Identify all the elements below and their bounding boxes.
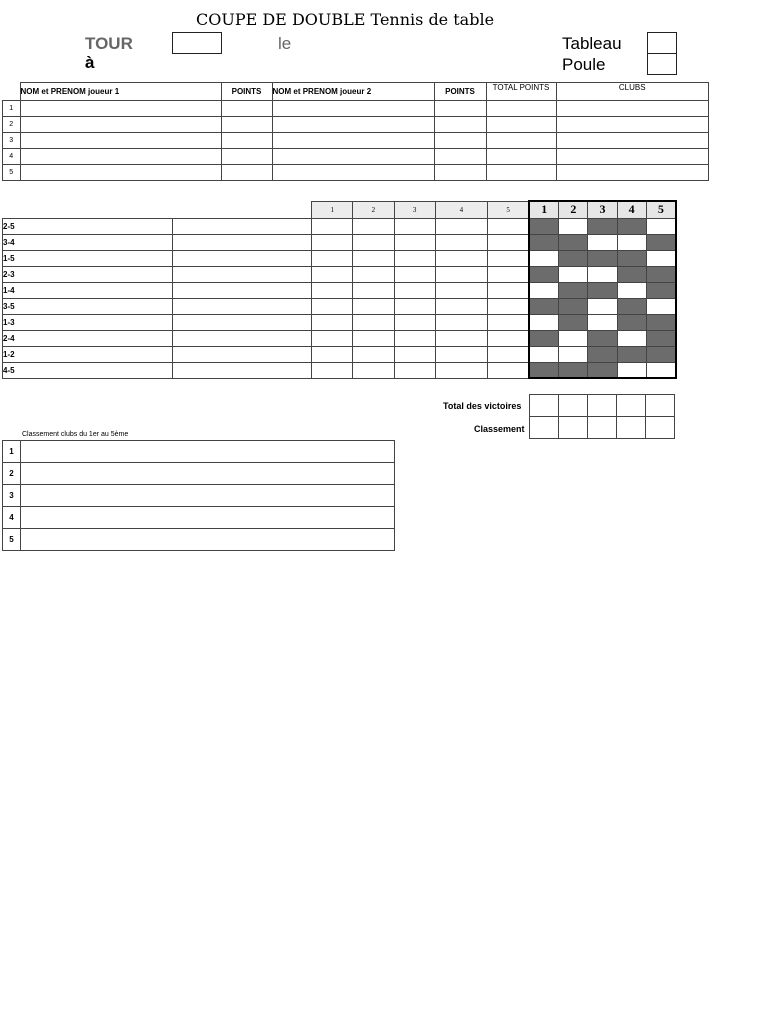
- team-result-cell[interactable]: [559, 234, 588, 250]
- set-score-cell[interactable]: [394, 298, 435, 314]
- players-table: [2, 82, 709, 181]
- match-pair-label: 3-4: [3, 234, 173, 250]
- player2-cell[interactable]: [272, 117, 434, 133]
- points2-cell[interactable]: [434, 133, 486, 149]
- rank-number: 1: [3, 441, 21, 463]
- match-pair-label: 4-5: [3, 362, 173, 378]
- rank-number: 2: [3, 463, 21, 485]
- team-header: 5: [646, 201, 676, 218]
- set-score-cell[interactable]: [353, 282, 394, 298]
- club-cell[interactable]: [556, 133, 709, 149]
- player1-cell[interactable]: [20, 101, 221, 117]
- header-total-points: TOTAL POINTS: [486, 83, 556, 101]
- poule-label: Poule: [562, 55, 606, 74]
- set-score-cell[interactable]: [394, 346, 435, 362]
- le-label: le: [278, 34, 292, 53]
- set-score-cell[interactable]: [312, 362, 353, 378]
- team-result-cell[interactable]: [559, 298, 588, 314]
- team-result-cell[interactable]: [559, 346, 588, 362]
- team-result-cell[interactable]: [588, 362, 617, 378]
- set-score-cell[interactable]: [487, 298, 529, 314]
- team-result-cell[interactable]: [588, 346, 617, 362]
- set-score-cell[interactable]: [487, 266, 529, 282]
- team-result-cell[interactable]: [588, 266, 617, 282]
- player-row: [3, 165, 709, 181]
- team-result-cell[interactable]: [646, 250, 676, 266]
- team-result-cell[interactable]: [529, 314, 559, 330]
- team-result-cell[interactable]: [588, 330, 617, 346]
- match-row: [3, 218, 677, 234]
- team-result-cell[interactable]: [617, 282, 646, 298]
- set-score-cell[interactable]: [487, 218, 529, 234]
- match-row: [3, 282, 677, 298]
- match-pair-label: 2-4: [3, 330, 173, 346]
- match-detail-cell[interactable]: [172, 218, 311, 234]
- match-detail-cell[interactable]: [172, 346, 311, 362]
- match-detail-cell[interactable]: [172, 314, 311, 330]
- match-grid: [2, 200, 677, 379]
- team-result-cell[interactable]: [529, 362, 559, 378]
- team-result-cell[interactable]: [617, 266, 646, 282]
- match-detail-cell[interactable]: [172, 282, 311, 298]
- set-score-cell[interactable]: [353, 362, 394, 378]
- team-result-cell[interactable]: [559, 218, 588, 234]
- set-score-cell[interactable]: [353, 250, 394, 266]
- match-detail-cell[interactable]: [172, 266, 311, 282]
- team-header: 4: [617, 201, 646, 218]
- victoires-cell[interactable]: [646, 395, 675, 417]
- team-result-cell[interactable]: [617, 218, 646, 234]
- header-clubs: CLUBS: [556, 83, 709, 101]
- player2-cell[interactable]: [272, 165, 434, 181]
- team-result-cell[interactable]: [646, 346, 676, 362]
- match-row: [3, 362, 677, 378]
- team-result-cell[interactable]: [646, 282, 676, 298]
- team-result-cell[interactable]: [617, 234, 646, 250]
- points1-cell[interactable]: [221, 165, 272, 181]
- ranking-row: [3, 441, 395, 463]
- points2-cell[interactable]: [434, 149, 486, 165]
- team-result-cell[interactable]: [529, 330, 559, 346]
- set-score-cell[interactable]: [312, 298, 353, 314]
- set-score-cell[interactable]: [353, 266, 394, 282]
- club-cell[interactable]: [556, 101, 709, 117]
- player-row: [3, 149, 709, 165]
- match-pair-label: 1-3: [3, 314, 173, 330]
- team-result-cell[interactable]: [617, 298, 646, 314]
- row-number: 3: [3, 133, 21, 149]
- page-title: COUPE DE DOUBLE Tennis de table: [195, 10, 495, 29]
- set-header: 2: [353, 201, 394, 218]
- set-score-cell[interactable]: [353, 314, 394, 330]
- team-result-cell[interactable]: [559, 362, 588, 378]
- set-score-cell[interactable]: [394, 314, 435, 330]
- set-score-cell[interactable]: [435, 266, 487, 282]
- set-header: 3: [394, 201, 435, 218]
- points2-cell[interactable]: [434, 101, 486, 117]
- poule-field[interactable]: [647, 53, 677, 75]
- set-score-cell[interactable]: [435, 298, 487, 314]
- team-result-cell[interactable]: [559, 314, 588, 330]
- victoires-cell[interactable]: [617, 395, 646, 417]
- set-score-cell[interactable]: [487, 282, 529, 298]
- match-row: [3, 266, 677, 282]
- tableau-label: Tableau: [562, 34, 622, 53]
- classement-cell[interactable]: [559, 417, 588, 439]
- header-player2: NOM et PRENOM joueur 2: [272, 83, 434, 101]
- team-result-cell[interactable]: [588, 218, 617, 234]
- match-pair-label: 2-3: [3, 266, 173, 282]
- player1-cell[interactable]: [20, 165, 221, 181]
- team-result-cell[interactable]: [646, 330, 676, 346]
- team-result-cell[interactable]: [646, 362, 676, 378]
- player-row: [3, 133, 709, 149]
- player1-cell[interactable]: [20, 149, 221, 165]
- header-points2: POINTS: [434, 83, 486, 101]
- row-number: 1: [3, 101, 21, 117]
- team-header: 3: [588, 201, 617, 218]
- set-header: 4: [435, 201, 487, 218]
- team-result-cell[interactable]: [529, 234, 559, 250]
- club-ranking-table: [2, 440, 395, 551]
- set-score-cell[interactable]: [312, 266, 353, 282]
- club-cell[interactable]: [556, 165, 709, 181]
- team-header: 2: [559, 201, 588, 218]
- set-score-cell[interactable]: [435, 362, 487, 378]
- set-score-cell[interactable]: [353, 346, 394, 362]
- player2-cell[interactable]: [272, 149, 434, 165]
- ranking-club-cell[interactable]: [21, 463, 395, 485]
- match-row: [3, 346, 677, 362]
- points2-cell[interactable]: [434, 117, 486, 133]
- tableau-field[interactable]: [647, 32, 677, 54]
- team-result-cell[interactable]: [617, 330, 646, 346]
- set-score-cell[interactable]: [353, 218, 394, 234]
- row-number: 5: [3, 165, 21, 181]
- header-player1: NOM et PRENOM joueur 1: [20, 83, 221, 101]
- set-header: 1: [312, 201, 353, 218]
- set-score-cell[interactable]: [394, 250, 435, 266]
- total-cell[interactable]: [486, 117, 556, 133]
- classement-cell[interactable]: [530, 417, 559, 439]
- rank-number: 3: [3, 485, 21, 507]
- team-result-cell[interactable]: [617, 250, 646, 266]
- set-score-cell[interactable]: [435, 314, 487, 330]
- set-score-cell[interactable]: [312, 250, 353, 266]
- set-score-cell[interactable]: [394, 282, 435, 298]
- victoires-cell[interactable]: [588, 395, 617, 417]
- match-detail-cell[interactable]: [172, 362, 311, 378]
- team-result-cell[interactable]: [588, 298, 617, 314]
- ranking-row: [3, 529, 395, 551]
- set-score-cell[interactable]: [435, 218, 487, 234]
- ranking-row: [3, 485, 395, 507]
- points1-cell[interactable]: [221, 117, 272, 133]
- points1-cell[interactable]: [221, 149, 272, 165]
- tour-label: TOUR: [85, 34, 133, 53]
- team-result-cell[interactable]: [529, 266, 559, 282]
- player1-cell[interactable]: [20, 117, 221, 133]
- points1-cell[interactable]: [221, 101, 272, 117]
- a-label: à: [85, 53, 95, 72]
- team-result-cell[interactable]: [529, 346, 559, 362]
- set-score-cell[interactable]: [353, 330, 394, 346]
- club-cell[interactable]: [556, 149, 709, 165]
- ranking-row: [3, 463, 395, 485]
- club-ranking-title: Classement clubs du 1er au 5ème: [22, 431, 129, 438]
- total-victoires-label: Total des victoires: [443, 401, 522, 411]
- set-score-cell[interactable]: [487, 362, 529, 378]
- match-pair-label: 1-5: [3, 250, 173, 266]
- total-cell[interactable]: [486, 149, 556, 165]
- match-row: [3, 250, 677, 266]
- team-result-cell[interactable]: [646, 266, 676, 282]
- victoires-cell[interactable]: [530, 395, 559, 417]
- match-pair-label: 1-4: [3, 282, 173, 298]
- team-result-cell[interactable]: [588, 250, 617, 266]
- total-cell[interactable]: [486, 133, 556, 149]
- match-detail-cell[interactable]: [172, 250, 311, 266]
- set-score-cell[interactable]: [353, 298, 394, 314]
- set-score-cell[interactable]: [312, 346, 353, 362]
- set-score-cell[interactable]: [435, 234, 487, 250]
- set-score-cell[interactable]: [435, 282, 487, 298]
- team-result-cell[interactable]: [588, 314, 617, 330]
- team-result-cell[interactable]: [529, 282, 559, 298]
- team-result-cell[interactable]: [617, 346, 646, 362]
- team-result-cell[interactable]: [529, 218, 559, 234]
- rank-number: 4: [3, 507, 21, 529]
- set-score-cell[interactable]: [435, 346, 487, 362]
- match-row: [3, 234, 677, 250]
- set-score-cell[interactable]: [312, 218, 353, 234]
- match-pair-label: 1-2: [3, 346, 173, 362]
- team-header: 1: [529, 201, 559, 218]
- ranking-club-cell[interactable]: [21, 507, 395, 529]
- team-result-cell[interactable]: [646, 298, 676, 314]
- set-header: 5: [487, 201, 529, 218]
- set-score-cell[interactable]: [312, 282, 353, 298]
- ranking-club-cell[interactable]: [21, 485, 395, 507]
- team-result-cell[interactable]: [617, 362, 646, 378]
- match-row: [3, 298, 677, 314]
- match-row: [3, 314, 677, 330]
- match-detail-cell[interactable]: [172, 330, 311, 346]
- header-points1: POINTS: [221, 83, 272, 101]
- total-cell[interactable]: [486, 165, 556, 181]
- set-score-cell[interactable]: [394, 330, 435, 346]
- victoires-cell[interactable]: [559, 395, 588, 417]
- classement-label: Classement: [474, 424, 525, 434]
- row-number: 2: [3, 117, 21, 133]
- team-result-cell[interactable]: [559, 330, 588, 346]
- match-detail-cell[interactable]: [172, 234, 311, 250]
- set-score-cell[interactable]: [394, 234, 435, 250]
- team-result-cell[interactable]: [559, 282, 588, 298]
- set-score-cell[interactable]: [312, 330, 353, 346]
- player2-cell[interactable]: [272, 133, 434, 149]
- points2-cell[interactable]: [434, 165, 486, 181]
- ranking-club-cell[interactable]: [21, 441, 395, 463]
- total-cell[interactable]: [486, 101, 556, 117]
- team-result-cell[interactable]: [529, 298, 559, 314]
- team-result-cell[interactable]: [529, 250, 559, 266]
- team-result-cell[interactable]: [646, 314, 676, 330]
- team-result-cell[interactable]: [646, 218, 676, 234]
- set-score-cell[interactable]: [312, 234, 353, 250]
- team-result-cell[interactable]: [588, 282, 617, 298]
- team-result-cell[interactable]: [588, 234, 617, 250]
- team-result-cell[interactable]: [559, 266, 588, 282]
- match-row: [3, 330, 677, 346]
- team-result-cell[interactable]: [617, 314, 646, 330]
- set-score-cell[interactable]: [487, 346, 529, 362]
- totals-table: [529, 394, 675, 439]
- club-cell[interactable]: [556, 117, 709, 133]
- player-row: [3, 101, 709, 117]
- tour-field[interactable]: [172, 32, 222, 54]
- team-result-cell[interactable]: [646, 234, 676, 250]
- match-detail-cell[interactable]: [172, 298, 311, 314]
- set-score-cell[interactable]: [394, 362, 435, 378]
- classement-cell[interactable]: [617, 417, 646, 439]
- match-pair-label: 2-5: [3, 218, 173, 234]
- corner-cell: [3, 83, 21, 101]
- row-number: 4: [3, 149, 21, 165]
- set-score-cell[interactable]: [487, 314, 529, 330]
- player2-cell[interactable]: [272, 101, 434, 117]
- set-score-cell[interactable]: [312, 314, 353, 330]
- set-score-cell[interactable]: [487, 250, 529, 266]
- set-score-cell[interactable]: [435, 250, 487, 266]
- set-score-cell[interactable]: [353, 234, 394, 250]
- set-score-cell[interactable]: [487, 330, 529, 346]
- points1-cell[interactable]: [221, 133, 272, 149]
- set-score-cell[interactable]: [435, 330, 487, 346]
- rank-number: 5: [3, 529, 21, 551]
- team-result-cell[interactable]: [559, 250, 588, 266]
- set-score-cell[interactable]: [394, 218, 435, 234]
- ranking-club-cell[interactable]: [21, 529, 395, 551]
- classement-cell[interactable]: [646, 417, 675, 439]
- match-pair-label: 3-5: [3, 298, 173, 314]
- player1-cell[interactable]: [20, 133, 221, 149]
- classement-cell[interactable]: [588, 417, 617, 439]
- set-score-cell[interactable]: [394, 266, 435, 282]
- player-row: [3, 117, 709, 133]
- ranking-row: [3, 507, 395, 529]
- set-score-cell[interactable]: [487, 234, 529, 250]
